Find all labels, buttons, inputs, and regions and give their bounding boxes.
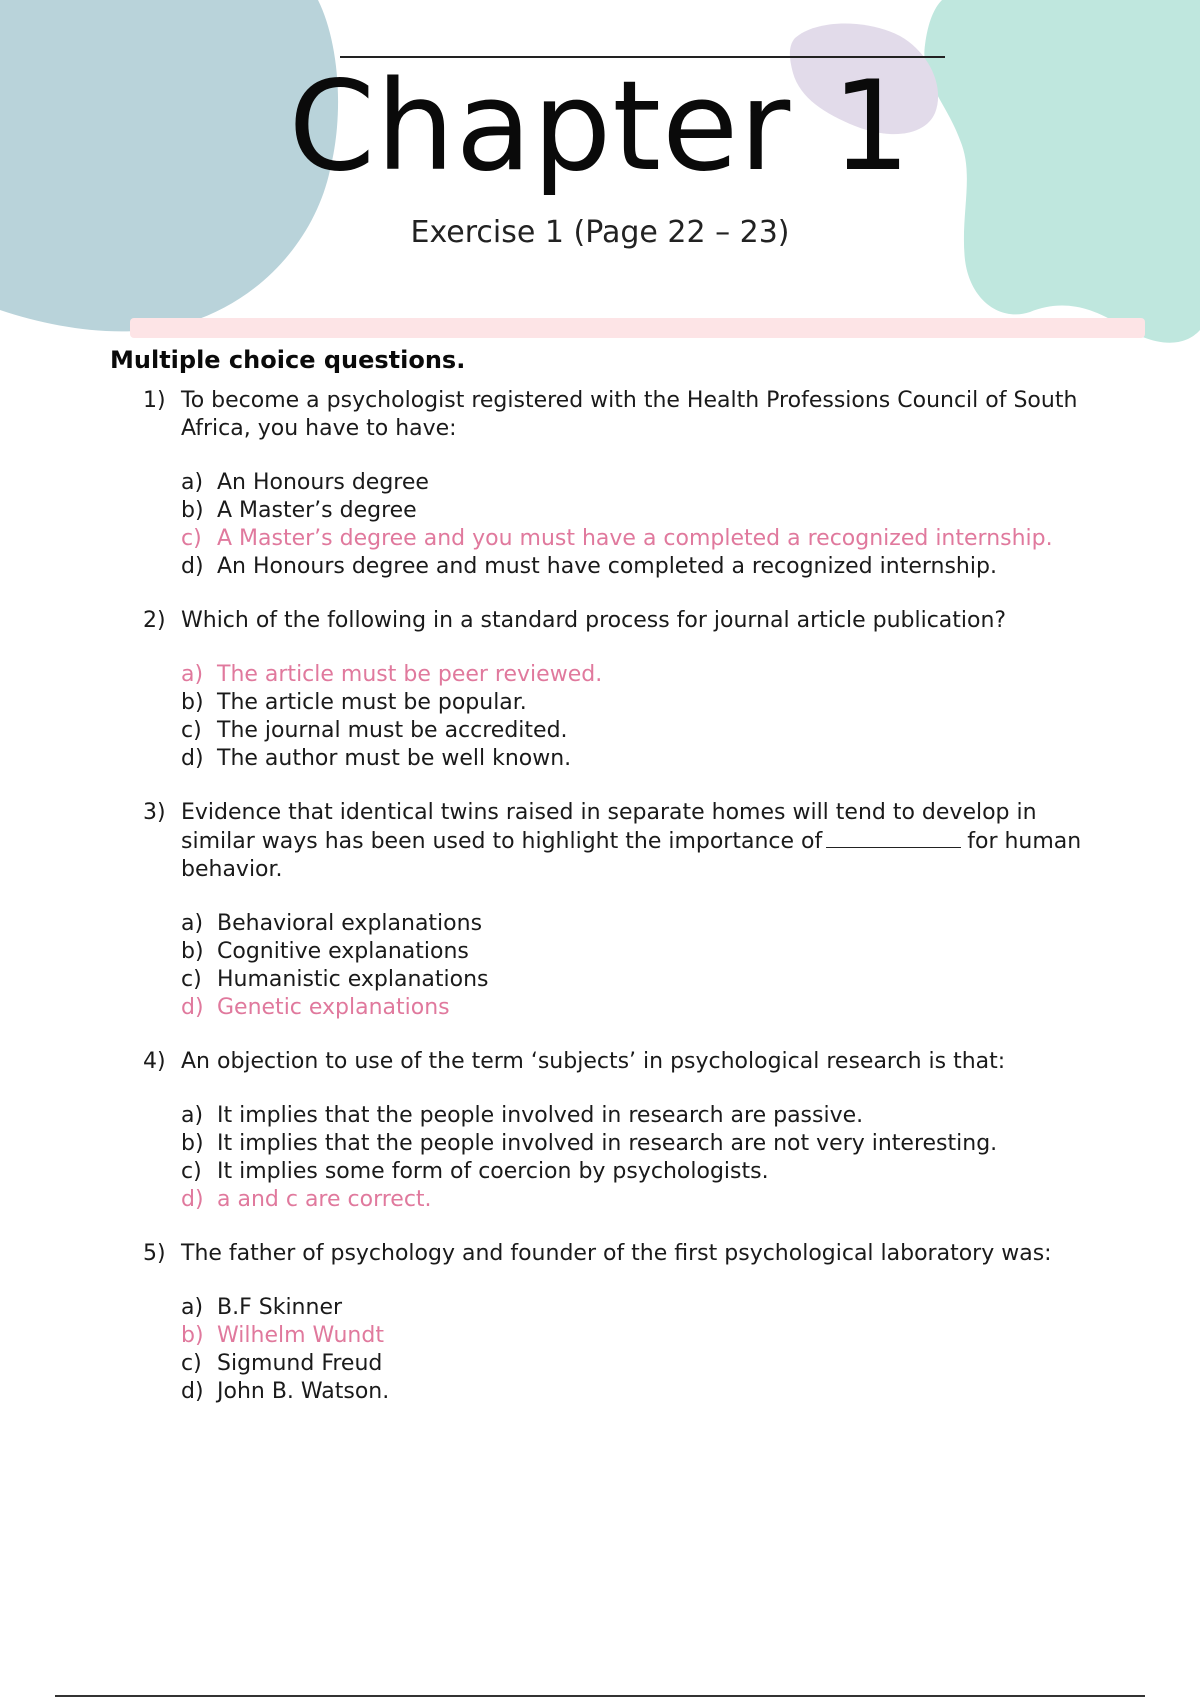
option-item bbox=[181, 525, 1103, 553]
option-item bbox=[181, 1322, 1103, 1350]
chapter-title: Chapter 1 bbox=[288, 55, 912, 199]
option-letter: a) bbox=[181, 662, 204, 687]
option-item bbox=[181, 745, 1103, 773]
option-letter: b) bbox=[181, 939, 204, 964]
option-text: a and c are correct. bbox=[217, 1187, 432, 1212]
option-letter: a) bbox=[181, 911, 204, 936]
footer-rule bbox=[55, 1695, 1145, 1697]
question-text: The father of psychology and founder of the first psychological laboratory was: bbox=[181, 1241, 1052, 1266]
option-text: Humanistic explanations bbox=[217, 967, 489, 992]
option-text: Cognitive explanations bbox=[217, 939, 469, 964]
option-text: It implies that the people involved in research are not very interesting. bbox=[217, 1131, 998, 1156]
option-text: A Master’s degree and you must have a completed a recognized internship. bbox=[217, 526, 1053, 551]
option-letter: c) bbox=[181, 1159, 202, 1184]
question-4-stem bbox=[143, 1048, 1103, 1076]
option-text: The article must be peer reviewed. bbox=[217, 662, 603, 687]
option-text: It implies that the people involved in research are passive. bbox=[217, 1103, 864, 1128]
option-letter: a) bbox=[181, 1295, 204, 1320]
question-5-stem bbox=[143, 1240, 1103, 1268]
option-item bbox=[181, 497, 1103, 525]
option-text: John B. Watson. bbox=[217, 1379, 390, 1404]
option-list bbox=[181, 661, 1103, 773]
option-item bbox=[181, 469, 1103, 497]
question-3-stem bbox=[143, 799, 1103, 884]
option-item bbox=[181, 966, 1103, 994]
option-letter: d) bbox=[181, 1379, 204, 1404]
option-item bbox=[181, 910, 1103, 938]
option-list bbox=[181, 469, 1103, 581]
option-item bbox=[181, 689, 1103, 717]
option-letter: a) bbox=[181, 1103, 204, 1128]
option-letter: c) bbox=[181, 526, 202, 551]
option-letter: b) bbox=[181, 1323, 204, 1348]
question-number: 3) bbox=[143, 800, 166, 825]
option-item bbox=[181, 717, 1103, 745]
option-letter: b) bbox=[181, 498, 204, 523]
option-item bbox=[181, 1378, 1103, 1406]
option-text: Sigmund Freud bbox=[217, 1351, 383, 1376]
question-number: 1) bbox=[143, 388, 166, 413]
option-item bbox=[181, 553, 1103, 581]
question-text-after-blank: for human behavior. bbox=[181, 829, 1082, 882]
question-number: 2) bbox=[143, 608, 166, 633]
option-text: Behavioral explanations bbox=[217, 911, 483, 936]
question-1-stem bbox=[143, 387, 1103, 443]
option-text: An Honours degree and must have completed a recognized internship. bbox=[217, 554, 997, 579]
option-letter: b) bbox=[181, 1131, 204, 1156]
option-text: The author must be well known. bbox=[217, 746, 572, 771]
question-2-stem bbox=[143, 607, 1103, 635]
header-pink-band bbox=[130, 318, 1145, 338]
option-item bbox=[181, 1350, 1103, 1378]
option-item bbox=[181, 1294, 1103, 1322]
option-text: A Master’s degree bbox=[217, 498, 417, 523]
option-text: Genetic explanations bbox=[217, 995, 450, 1020]
option-list bbox=[181, 1102, 1103, 1214]
question-5 bbox=[143, 1240, 1103, 1406]
question-text bbox=[181, 799, 1103, 884]
option-letter: c) bbox=[181, 718, 202, 743]
option-letter: b) bbox=[181, 690, 204, 715]
option-item bbox=[181, 994, 1103, 1022]
question-2 bbox=[143, 607, 1103, 773]
option-item bbox=[181, 661, 1103, 689]
option-item bbox=[181, 938, 1103, 966]
option-item bbox=[181, 1102, 1103, 1130]
option-item bbox=[181, 1158, 1103, 1186]
question-text: Which of the following in a standard process for journal article publication? bbox=[181, 608, 1007, 633]
question-text-before-blank: Evidence that identical twins raised in separate homes will tend to develop in similar ways has been used to highlight the importance of bbox=[181, 800, 1037, 854]
option-item bbox=[181, 1130, 1103, 1158]
option-text: An Honours degree bbox=[217, 470, 429, 495]
question-3 bbox=[143, 799, 1103, 1022]
question-number: 4) bbox=[143, 1049, 166, 1074]
option-item bbox=[181, 1186, 1103, 1214]
option-letter: a) bbox=[181, 470, 204, 495]
option-list bbox=[181, 910, 1103, 1022]
option-text: Wilhelm Wundt bbox=[217, 1323, 384, 1348]
question-1 bbox=[143, 387, 1103, 581]
option-letter: d) bbox=[181, 995, 204, 1020]
exercise-subtitle: Exercise 1 (Page 22 – 23) bbox=[410, 215, 790, 250]
option-text: B.F Skinner bbox=[217, 1295, 343, 1320]
section-heading: Multiple choice questions. bbox=[110, 346, 466, 374]
option-list bbox=[181, 1294, 1103, 1406]
question-number: 5) bbox=[143, 1241, 166, 1266]
option-letter: c) bbox=[181, 967, 202, 992]
question-4 bbox=[143, 1048, 1103, 1214]
question-list bbox=[143, 387, 1103, 1432]
option-letter: c) bbox=[181, 1351, 202, 1376]
option-letter: d) bbox=[181, 554, 204, 579]
question-text: To become a psychologist registered with the Health Professions Council of South Africa, you have to have: bbox=[181, 388, 1078, 441]
option-text: The article must be popular. bbox=[217, 690, 527, 715]
option-text: It implies some form of coercion by psychologists. bbox=[217, 1159, 769, 1184]
option-letter: d) bbox=[181, 746, 204, 771]
fill-in-blank-line bbox=[826, 827, 961, 848]
option-text: The journal must be accredited. bbox=[217, 718, 568, 743]
question-text: An objection to use of the term ‘subjects’ in psychological research is that: bbox=[181, 1049, 1006, 1074]
option-letter: d) bbox=[181, 1187, 204, 1212]
